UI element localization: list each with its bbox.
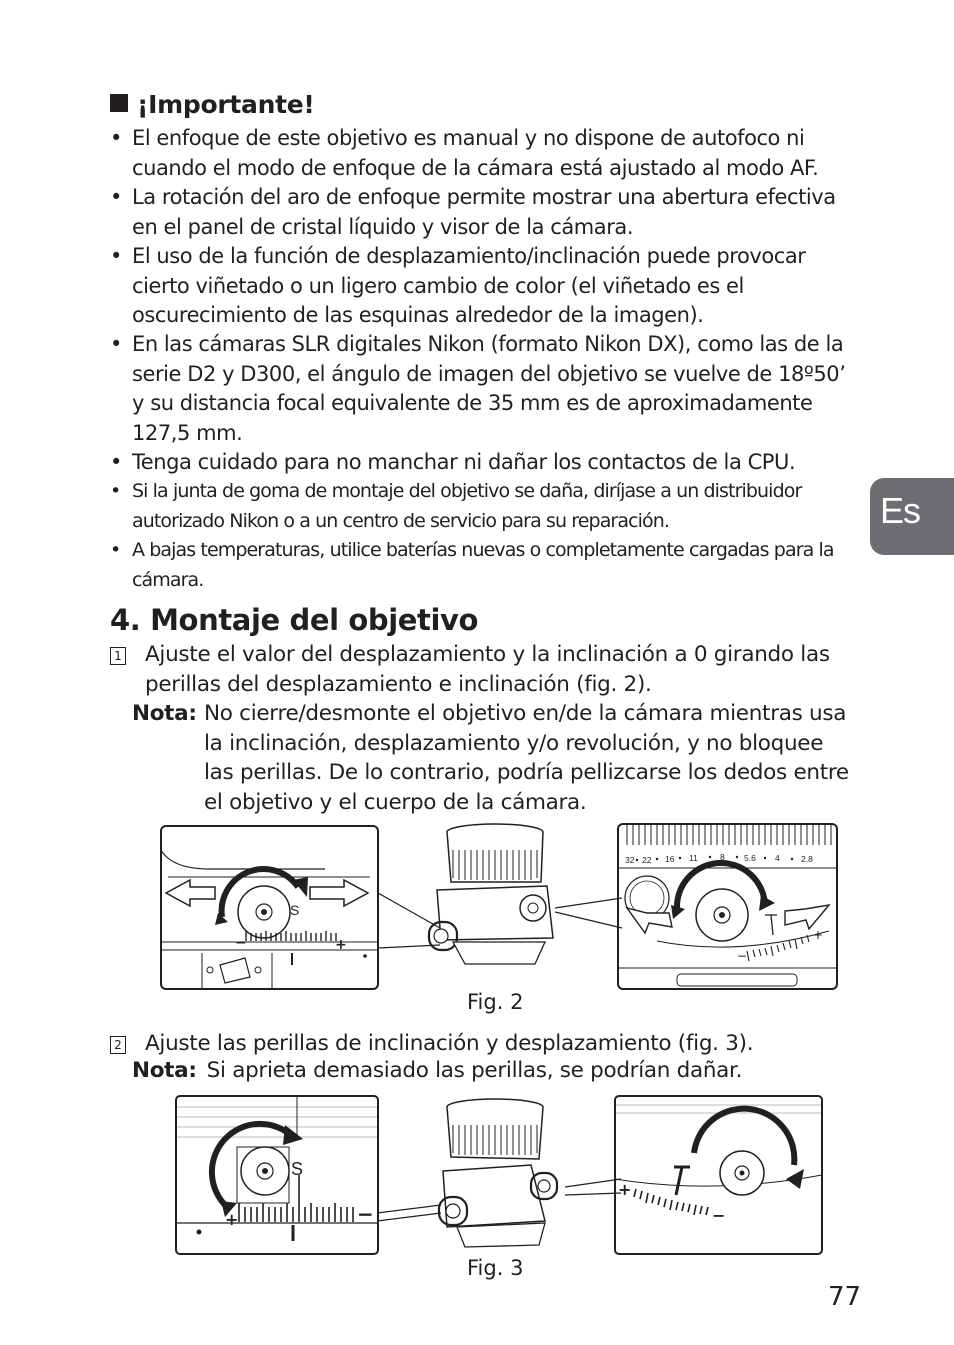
step-2-note [132,1058,742,1083]
important-heading: ¡Importante! [110,90,314,119]
list-item: • La rotación del aro de enfoque permite mostrar una abertura efectiva en el panel de cristal líquido y visor de la cámara. [110,185,836,239]
note-label: Nota: [132,701,197,726]
step-2: 2 Ajuste las perillas de inclinación y desplazamiento (fig. 3). [110,1029,850,1059]
svg-text:+: + [335,937,347,953]
square-bullet-icon [110,94,128,112]
note-text: No cierre/desmonte el objetivo en/de la cámara mientras usa la inclinación, desplazamiento y/o revolución, y no bloquee las perillas. De lo contrario, podría pellizcarse los dedos entre el objetivo y el cuerpo de la cámara. [204,701,849,815]
figure-2-shift-knob-panel [160,825,379,990]
svg-text:−: − [712,1206,726,1225]
svg-text:2.8: 2.8 [801,854,813,864]
svg-text:+: + [618,1180,632,1199]
svg-text:11: 11 [689,853,698,863]
bullet-icon: • [110,480,121,502]
figure-3-shift-knob-panel [175,1095,379,1255]
figure-2-tilt-knob-panel [617,823,838,990]
bullet-icon: • [110,126,122,150]
svg-text:32: 32 [625,855,635,865]
bullet-icon: • [110,185,122,209]
figure-3-tilt-knob-panel [614,1095,823,1255]
svg-text:S: S [291,1159,304,1179]
bullet-icon: • [110,332,122,356]
svg-text:−: − [737,949,748,963]
section-heading: 4. Montaje del objetivo [110,603,479,637]
note-text: Si aprieta demasiado las perillas, se podrían dañar. [206,1058,743,1083]
bullet-icon: • [110,244,122,268]
step-1-note [132,699,852,817]
bullet-icon: • [110,450,122,474]
bullet-icon: • [110,539,121,561]
list-item: • En las cámaras SLR digitales Nikon (formato Nikon DX), como las de la serie D2 y D300, el ángulo de imagen del objetivo se vuelve de 18º50’ y su distancia focal equivalente de 35 mm es de aproximadamente 127,5 mm. [110,332,846,445]
svg-text:4: 4 [775,853,780,863]
svg-text:5.6: 5.6 [744,853,756,863]
svg-text:+: + [813,928,824,942]
figure-2-caption: Fig. 2 [467,990,524,1014]
svg-text:+: + [225,1210,239,1229]
svg-text:8: 8 [720,852,725,862]
fig-reference: fig. 3 [685,1031,739,1056]
page-number: 77 [828,1282,862,1312]
svg-text:16: 16 [665,854,675,864]
svg-text:−: − [357,1202,374,1226]
step-number: 1 [110,647,126,665]
fig-reference: fig. 2 [584,671,637,697]
figure-2-callout-lines [370,890,630,950]
list-item: • El uso de la función de desplazamiento/inclinación puede provocar cierto viñetado o un ligero cambio de color (el viñetado es el oscurecimiento de las esquinas alrededor de la imagen). [110,244,806,327]
note-label: Nota: [132,1058,197,1083]
figure-3-callout-lines [375,1175,625,1225]
list-item: • Si la junta de goma de montaje del objetivo se daña, diríjase a un distribuidor autorizado Nikon o a un centro de servicio para su reparación. [110,477,855,536]
language-tab: Es [870,478,954,555]
list-item: • El enfoque de este objetivo es manual y no dispone de autofoco ni cuando el modo de enfoque de la cámara está ajustado al modo AF. [110,126,819,180]
step-1: 1 Ajuste el valor del desplazamiento y la inclinación a 0 girando las perillas del desplazamiento e inclinación (fig. 2). [110,640,850,699]
svg-text:22: 22 [642,855,652,865]
svg-text:−: − [235,935,247,951]
svg-text:S: S [290,902,300,918]
list-item: • A bajas temperaturas, utilice baterías nuevas o completamente cargadas para la cámara. [110,536,855,595]
figure-3-caption: Fig. 3 [467,1256,524,1280]
step-number: 2 [110,1036,126,1054]
list-item: • Tenga cuidado para no manchar ni dañar los contactos de la CPU. [110,448,855,478]
